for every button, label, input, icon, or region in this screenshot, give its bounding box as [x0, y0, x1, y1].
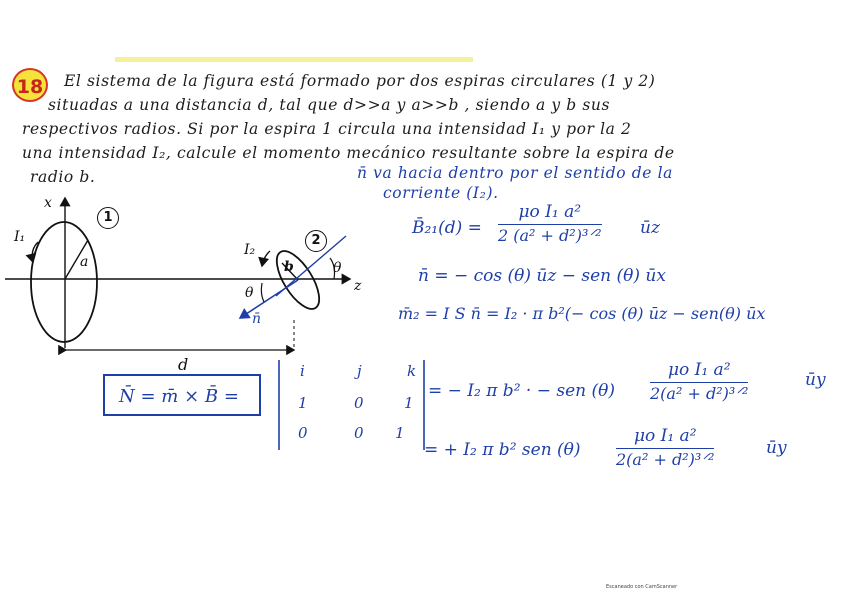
result-line-2-numerator: μo I₁ a²: [633, 426, 697, 446]
result-line-1-numerator: μo I₁ a²: [667, 360, 731, 380]
theta-arc-left: [261, 283, 264, 302]
note-line-1: n̄ va hacia dentro por el sentido de la: [357, 164, 673, 182]
result-line-1-fraction: [650, 362, 748, 402]
torque-formula-box: [103, 374, 261, 416]
normal-equation: n̄ = − cos (θ) ūz − sen (θ) ūx: [418, 266, 666, 286]
b21-unit: ūz: [640, 218, 660, 238]
result-line-2-fraction: [616, 428, 714, 468]
statement-line-3: respectivos radios. Si por la espira 1 circula una intensidad I₁ y por la 2: [22, 120, 632, 138]
theta-label-right: θ: [333, 260, 342, 276]
moment-equation: m̄₂ = I S n̄ = I₂ · π b²(− cos (θ) ūz − sen(θ) ūx: [398, 304, 766, 323]
result-line-2-prefix: = + I₂ π b² sen (θ): [424, 440, 581, 460]
radius-b-label: b: [284, 259, 294, 275]
matrix-row2-col2: 0: [354, 424, 364, 442]
b21-lhs: B̄₂₁(d) =: [412, 218, 482, 238]
statement-line-1: El sistema de la figura está formado por dos espiras circulares (1 y 2): [64, 72, 656, 90]
distance-label: d: [178, 355, 189, 374]
matrix-header-j: j: [357, 362, 362, 380]
theta-label-left: θ: [245, 285, 254, 301]
problem-number: 18: [12, 68, 48, 102]
result-line-2-unit: ūy: [766, 438, 787, 458]
matrix-header-i: i: [300, 362, 305, 380]
scanner-footer: Escaneado con CamScanner: [606, 584, 678, 590]
z-axis-label: z: [354, 278, 362, 294]
statement-line-2: situadas a una distancia d, tal que d>>a y a>>b , siendo a y b sus: [48, 96, 611, 114]
normal-label: n̄: [252, 311, 262, 327]
matrix-row1-col2: 0: [354, 394, 364, 412]
matrix-row2-col1: 0: [298, 424, 308, 442]
matrix-row1-col3: 1: [404, 394, 414, 412]
loop-2-number: 2: [305, 230, 327, 252]
matrix-row1-col1: 1: [298, 394, 308, 412]
result-line-1-prefix: = − I₂ π b² · − sen (θ): [428, 381, 615, 401]
current-2-arrow: [262, 251, 270, 266]
loop-1-number: 1: [97, 207, 119, 229]
current-1-label: I₁: [14, 229, 26, 245]
loop-1: [31, 222, 97, 342]
result-line-2-denominator: 2(a² + d²)³ᐟ²: [616, 450, 715, 469]
b21-fraction: [498, 204, 602, 244]
statement-line-5: radio b.: [30, 168, 96, 186]
statement-line-4: una intensidad I₂, calcule el momento mecánico resultante sobre la espira de: [22, 144, 675, 162]
matrix-row2-col3: 1: [395, 424, 405, 442]
result-line-1-denominator: 2(a² + d²)³ᐟ²: [650, 384, 749, 403]
result-line-1-unit: ūy: [805, 370, 826, 390]
x-axis-label: x: [44, 195, 52, 211]
current-2-label: I₂: [244, 242, 256, 258]
radius-a-label: a: [80, 254, 89, 270]
b21-numerator: μo I₁ a²: [518, 202, 582, 222]
b21-denominator: 2 (a² + d²)³ᐟ²: [498, 226, 602, 245]
note-line-2: corriente (I₂).: [383, 184, 499, 202]
torque-formula: N̄ = m̄ × B̄ =: [119, 386, 239, 407]
matrix-header-k: k: [407, 362, 417, 380]
